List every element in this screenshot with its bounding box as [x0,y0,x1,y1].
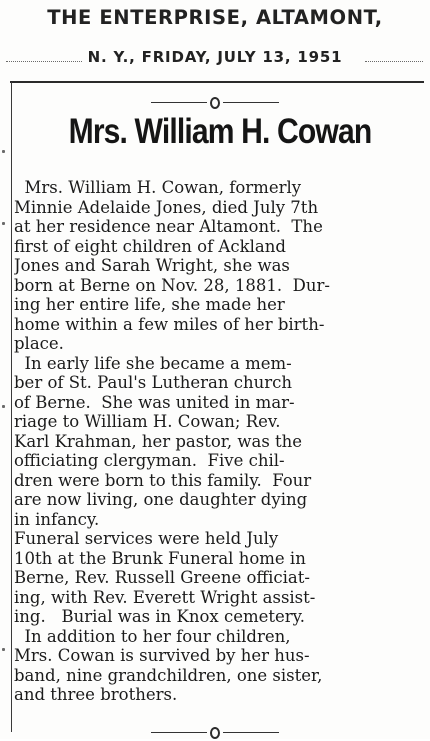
article-line: are now living, one daughter dying [14,490,308,509]
dateline-rule-right [365,61,423,62]
article-line: ber of St. Paul's Lutheran church [14,373,292,392]
article-line: Mrs. Cowan is survived by her hus- [14,646,310,665]
edge-speck [2,150,5,153]
article-line: Jones and Sarah Wright, she was [14,256,290,275]
article-body [14,178,426,705]
article-line: Mrs. William H. Cowan, formerly [14,178,302,197]
article-line: ing, with Rev. Everett Wright assist- [14,587,316,607]
article-line: Berne, Rev. Russell Greene officiat- [14,568,310,587]
article-line: Funeral services were held July [14,529,279,548]
article-line: first of eight children of Ackland [14,236,286,256]
article-line: home within a few miles of her birth- [14,314,325,334]
article-line: born at Berne on Nov. 28, 1881. Dur- [14,275,330,295]
article-line: Karl Krahman, her pastor, was the [14,431,303,451]
ornament-line-left [151,732,207,733]
article-line: riage to William H. Cowan; Rev. [14,412,281,431]
edge-speck [2,405,5,408]
bottom-ornament-divider [0,722,430,741]
top-ornament-divider [0,92,430,111]
article-line: In addition to her four children, [14,626,291,646]
edge-speck [2,648,5,651]
article-line: ing her entire life, she made her [14,295,285,314]
article-line: officiating clergyman. Five chil- [14,451,285,470]
ornament-line-left [151,102,207,103]
article-line: ing. Burial was in Knox cemetery. [14,607,306,626]
ornament-line-right [223,732,279,733]
article-line: place. [14,334,64,353]
article-line: of Berne. She was united in mar- [14,392,295,412]
article-line: 10th at the Brunk Funeral home in [14,548,306,568]
article-line: Minnie Adelaide Jones, died July 7th [14,197,319,217]
ornament-circle-icon [210,97,220,109]
article-line: and three brothers. [14,685,178,704]
article-line: band, nine grandchildren, one sister, [14,665,323,685]
article-headline: Mrs. William H. Cowan [68,112,372,151]
article-line: In early life she became a mem- [14,353,292,373]
column-rule [11,82,12,732]
article-line: dren were born to this family. Four [14,470,312,490]
ornament-circle-icon [210,727,220,739]
top-rule [10,81,424,83]
ornament-line-right [223,102,279,103]
masthead-title: THE ENTERPRISE, ALTAMONT, [47,6,383,29]
article-line: at her residence near Altamont. The [14,217,323,236]
article-line: in infancy. [14,509,100,529]
masthead-dateline: N. Y., FRIDAY, JULY 13, 1951 [87,48,343,66]
edge-speck [2,222,5,225]
